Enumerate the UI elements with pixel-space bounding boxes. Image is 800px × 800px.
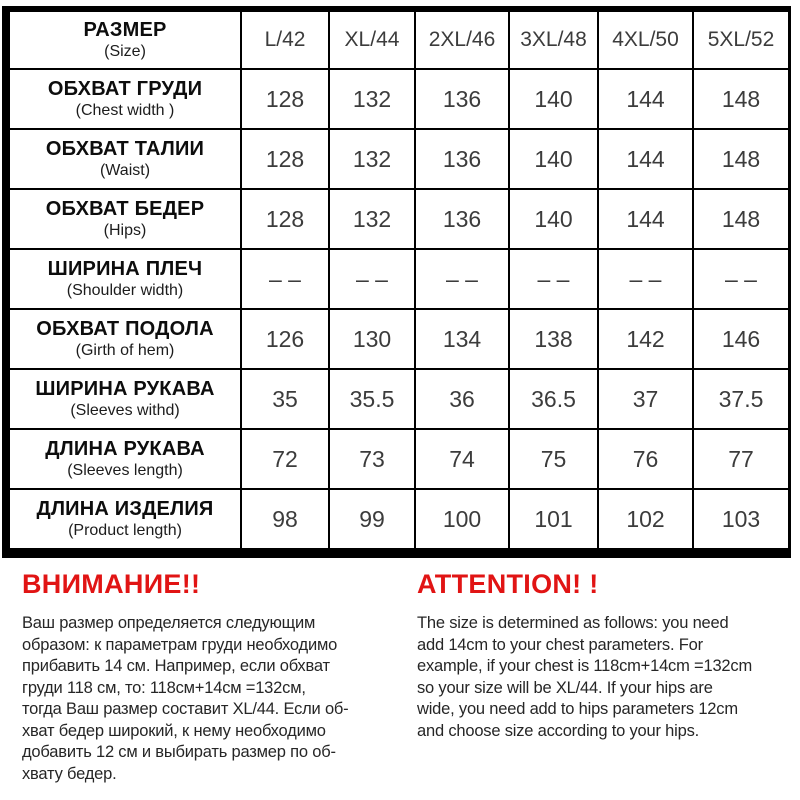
size-header-ru: РАЗМЕР (83, 19, 167, 41)
value-cell: 144 (598, 189, 693, 249)
row-label-en: (Shoulder width) (66, 282, 184, 299)
table-row-chest (9, 69, 789, 129)
notice-line: The size is determined as follows: you need (417, 614, 729, 632)
value-cell: 130 (329, 309, 415, 369)
notice-english (417, 569, 795, 742)
table-header-row (9, 11, 789, 69)
size-col-l42: L/42 (241, 11, 329, 69)
size-col-3xl48: 3XL/48 (509, 11, 598, 69)
value-cell: 37 (598, 369, 693, 429)
row-label-ru: ШИРИНА РУКАВА (35, 378, 215, 400)
size-header-en: (Size) (104, 43, 146, 60)
notice-body-ru (22, 613, 404, 785)
value-cell: 101 (509, 489, 598, 549)
value-cell: 148 (693, 189, 789, 249)
notice-line: example, if your chest is 118cm+14cm =132cm (417, 657, 752, 675)
notice-line: хвату бедер. (22, 764, 117, 783)
value-cell: 148 (693, 129, 789, 189)
notice-line: тогда Ваш размер составит XL/44. Если об- (22, 700, 349, 718)
row-label-cell (9, 189, 241, 249)
notice-line: хват бедер широкий, к нему необходимо (22, 721, 326, 740)
row-label-en: (Hips) (103, 222, 147, 239)
value-cell: 126 (241, 309, 329, 369)
notice-line: so your size will be XL/44. If your hips are (417, 678, 713, 697)
row-label-en: (Chest width ) (75, 102, 175, 119)
value-cell: 140 (509, 129, 598, 189)
row-label-cell (9, 249, 241, 309)
value-cell: 148 (693, 69, 789, 129)
row-label-cell (9, 129, 241, 189)
value-cell: – – (329, 249, 415, 309)
notice-russian (22, 569, 404, 785)
value-cell: 132 (329, 129, 415, 189)
row-label-cell (9, 369, 241, 429)
notice-line: прибавить 14 см. Например, если обхват (22, 657, 330, 675)
value-cell: 35.5 (329, 369, 415, 429)
size-table-grid (8, 10, 790, 550)
value-cell: 75 (509, 429, 598, 489)
value-cell: 128 (241, 69, 329, 129)
table-row-sleeve-width (9, 369, 789, 429)
row-label-en: (Sleeves length) (67, 462, 183, 479)
value-cell: 76 (598, 429, 693, 489)
value-cell: 73 (329, 429, 415, 489)
value-cell: 142 (598, 309, 693, 369)
value-cell: 138 (509, 309, 598, 369)
row-label-en: (Girth of hem) (75, 342, 175, 359)
value-cell: – – (241, 249, 329, 309)
row-label-ru: ДЛИНА РУКАВА (45, 438, 205, 460)
value-cell: 140 (509, 189, 598, 249)
value-cell: 74 (415, 429, 509, 489)
table-row-hips (9, 189, 789, 249)
notice-line: добавить 12 см и выбирать размер по об- (22, 743, 336, 761)
value-cell: 36 (415, 369, 509, 429)
attention-heading-ru: ВНИМАНИЕ!! (22, 569, 201, 599)
notice-line: wide, you need add to hips parameters 12cm (417, 700, 738, 718)
value-cell: 132 (329, 69, 415, 129)
notice-line: образом: к параметрам груди необходимо (22, 635, 338, 654)
value-cell: 37.5 (693, 369, 789, 429)
notice-line: Ваш размер определяется следующим (22, 614, 316, 632)
value-cell: 99 (329, 489, 415, 549)
size-table (2, 6, 791, 558)
value-cell: 132 (329, 189, 415, 249)
value-cell: 128 (241, 189, 329, 249)
value-cell: 98 (241, 489, 329, 549)
value-cell: – – (693, 249, 789, 309)
table-row-product-length (9, 489, 789, 549)
value-cell: 72 (241, 429, 329, 489)
row-label-ru: ШИРИНА ПЛЕЧ (47, 258, 203, 280)
value-cell: 140 (509, 69, 598, 129)
row-label-ru: ДЛИНА ИЗДЕЛИЯ (36, 498, 214, 520)
value-cell: 36.5 (509, 369, 598, 429)
table-row-hem (9, 309, 789, 369)
row-label-en: (Waist) (99, 162, 151, 179)
notice-body-en (417, 613, 795, 742)
row-label-ru: ОБХВАТ ГРУДИ (47, 78, 203, 100)
size-col-4xl50: 4XL/50 (598, 11, 693, 69)
value-cell: 100 (415, 489, 509, 549)
row-label-ru: ОБХВАТ ПОДОЛА (36, 318, 214, 340)
row-label-cell (9, 489, 241, 549)
table-row-waist (9, 129, 789, 189)
row-label-ru: ОБХВАТ ТАЛИИ (45, 138, 205, 160)
value-cell: 102 (598, 489, 693, 549)
notice-line: add 14cm to your chest parameters. For (417, 635, 703, 654)
value-cell: 136 (415, 189, 509, 249)
value-cell: 103 (693, 489, 789, 549)
row-label-en: (Sleeves withd) (70, 402, 180, 419)
size-header-cell (9, 11, 241, 69)
table-row-sleeve-length (9, 429, 789, 489)
size-col-xl44: XL/44 (329, 11, 415, 69)
value-cell: 128 (241, 129, 329, 189)
value-cell: – – (415, 249, 509, 309)
table-row-shoulder (9, 249, 789, 309)
value-cell: 35 (241, 369, 329, 429)
row-label-cell (9, 69, 241, 129)
value-cell: 144 (598, 69, 693, 129)
value-cell: 136 (415, 129, 509, 189)
row-label-ru: ОБХВАТ БЕДЕР (45, 198, 205, 220)
value-cell: – – (598, 249, 693, 309)
notice-line: and choose size according to your hips. (417, 721, 700, 740)
value-cell: 134 (415, 309, 509, 369)
value-cell: 77 (693, 429, 789, 489)
row-label-cell (9, 309, 241, 369)
size-col-5xl52: 5XL/52 (693, 11, 789, 69)
value-cell: 146 (693, 309, 789, 369)
row-label-en: (Product length) (68, 522, 182, 539)
value-cell: 144 (598, 129, 693, 189)
notice-line: груди 118 см, то: 118см+14см =132см, (22, 678, 306, 697)
row-label-cell (9, 429, 241, 489)
attention-heading-en: ATTENTION! ! (417, 569, 599, 599)
value-cell: – – (509, 249, 598, 309)
size-col-2xl46: 2XL/46 (415, 11, 509, 69)
value-cell: 136 (415, 69, 509, 129)
